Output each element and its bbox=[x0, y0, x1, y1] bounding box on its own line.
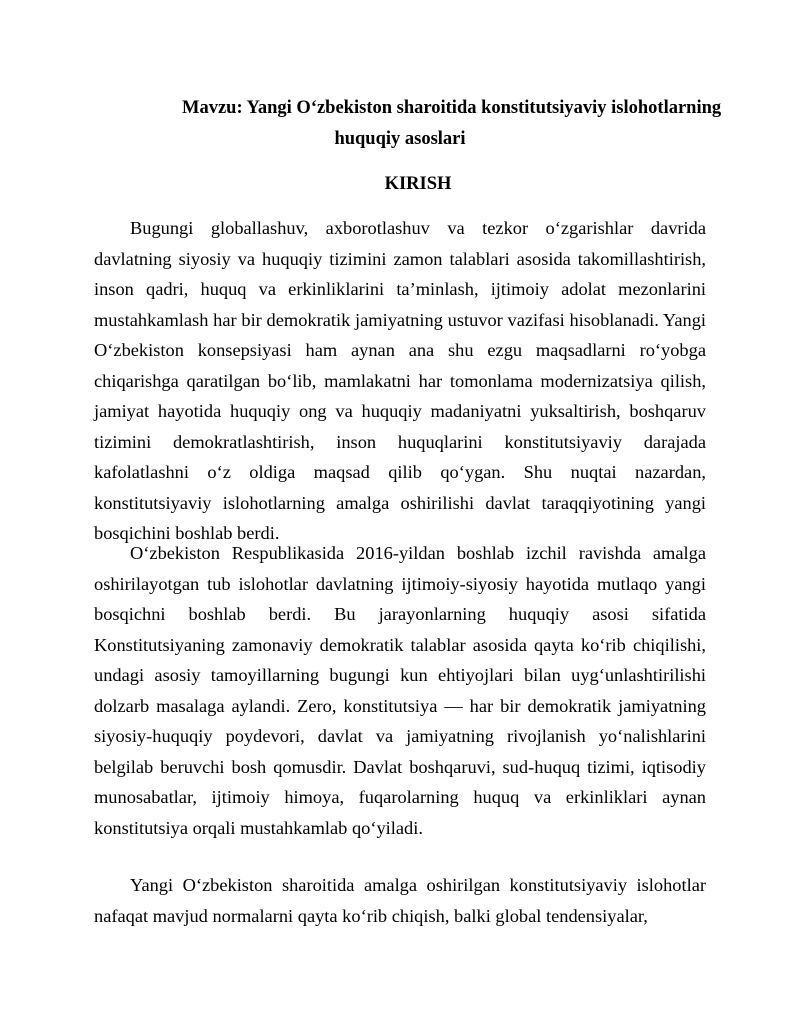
title-line-2: huquqiy asoslari bbox=[334, 129, 466, 149]
paragraph-3: Yangi O‘zbekiston sharoitida amalga oshirilgan konstitutsiyaviy islohotlar nafaqat mavjud normalarni qayta ko‘rib chiqish, balki global tendensiyalar, bbox=[94, 875, 706, 926]
paragraph-1: Bugungi globallashuv, axborotlashuv va tezkor o‘zgarishlar davrida davlatning siyosiy va huquqiy tizimini zamon talablari asosida takomillashtirish, inson qadri, huquq va erkinliklarini ta’minlash, ijtimoiy adolat mezonlarini mustahkamlash har bir demokratik jamiyatning ustuvor vazifasi hisoblanadi. Yangi O‘zbekiston konsepsiyasi ham aynan ana shu ezgu maqsadlarni ro‘yobga chiqarishga qaratilgan bo‘lib, mamlakatni har tomonlama modernizatsiya qilish, jamiyat hayotida huquqiy ong va huquqiy madaniyatni yuksaltirish, boshqaruv tizimini demokratlashtirish, inson huquqlarini konstitutsiyaviy darajada kafolatlashni o‘z oldiga maqsad qilib qo‘ygan. Shu nuqtai nazardan, konstitutsiyaviy islohotlarning amalga oshirilishi davlat taraqqiyotining yangi bosqichini boshlab berdi. bbox=[94, 218, 706, 543]
paragraph-2: O‘zbekiston Respublikasida 2016-yildan boshlab izchil ravishda amalga oshirilayotgan tub islohotlar davlatning ijtimoiy-siyosiy hayotida mutlaqo yangi bosqichni boshlab berdi. Bu jarayonlarning huquqiy asosi sifatida Konstitutsiyaning zamonaviy demokratik talablar asosida qayta ko‘rib chiqilishi, undagi asosiy tamoyillarning bugungi kun ehtiyojlari bilan uyg‘unlashtirilishi dolzarb masalaga aylandi. Zero, konstitutsiya — har bir demokratik jamiyatning siyosiy-huquqiy poydevori, davlat va jamiyatning rivojlanish yo‘nalishlarini belgilab beruvchi bosh qomusdir. Davlat boshqaruvi, sud-huquq tizimi, iqtisodiy munosabatlar, ijtimoiy himoya, fuqarolarning huquq va erkinliklari aynan konstitutsiya orqali mustahkamlab qo‘yiladi. bbox=[94, 543, 706, 838]
document-title bbox=[94, 93, 722, 155]
section-heading: KIRISH bbox=[384, 174, 452, 194]
title-line-1: Mavzu: Yangi O‘zbekiston sharoitida konstitutsiyaviy islohotlarning bbox=[182, 98, 722, 118]
